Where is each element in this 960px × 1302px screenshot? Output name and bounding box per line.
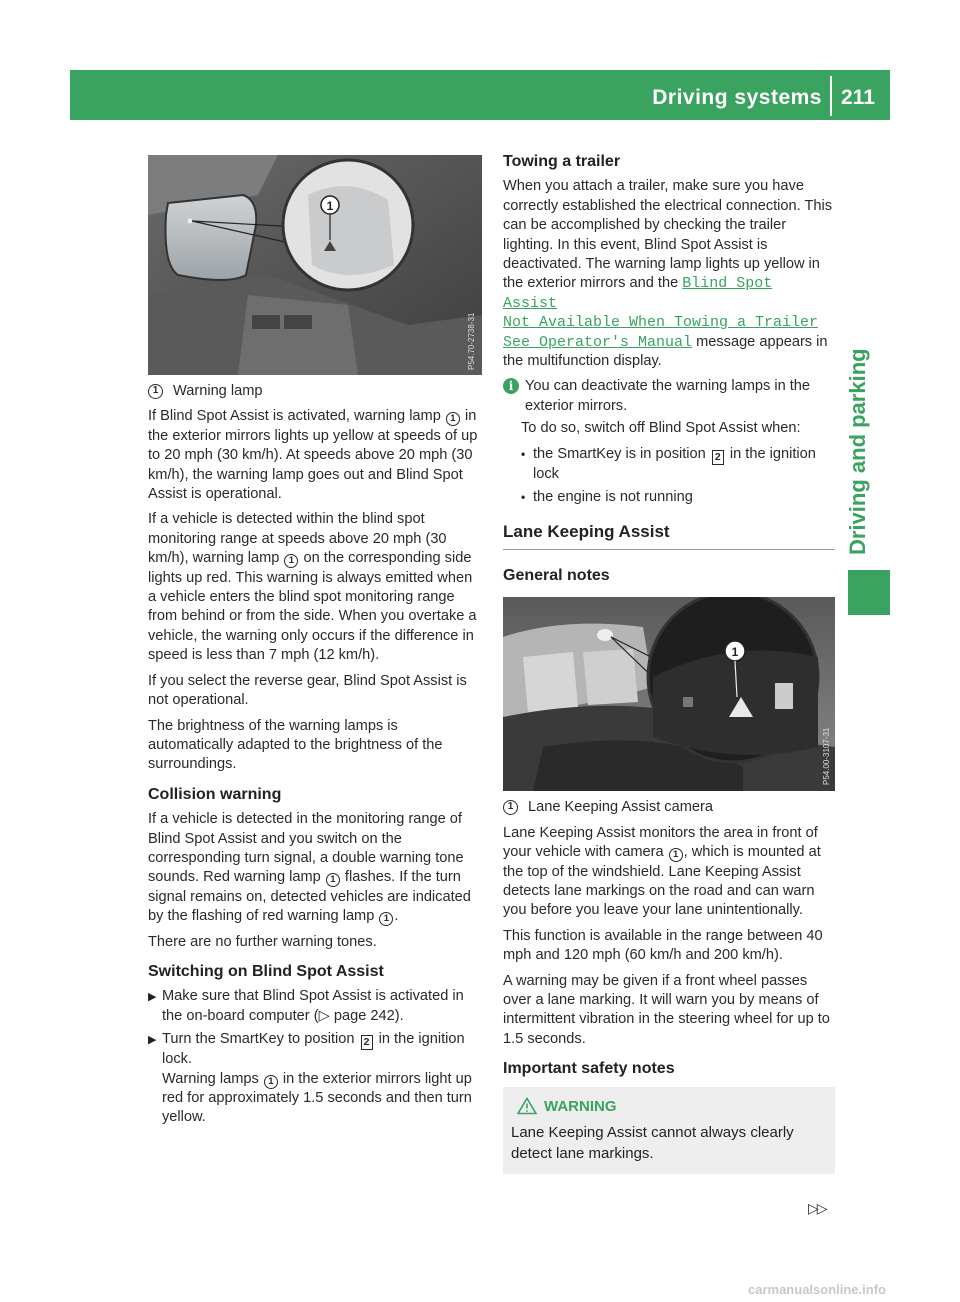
- bullet-icon: •: [521, 446, 526, 461]
- page-reference-link[interactable]: page 242: [333, 1007, 395, 1024]
- list-item: • the SmartKey is in position 2 in the ignition lock: [521, 445, 835, 484]
- figure2-code: P54.00-3107-31: [822, 727, 831, 786]
- display-message: See Operator's Manual: [503, 333, 693, 351]
- step-arrow-icon: ▶: [148, 1034, 157, 1047]
- heading-towing: Towing a trailer: [503, 153, 621, 170]
- key-position-icon: 2: [712, 450, 724, 465]
- page-ref-arrow-icon: ▷: [318, 1007, 330, 1024]
- paragraph: This function is available in the range between 40 mph and 120 mph (60 km/h and 200 km/h).: [503, 927, 823, 964]
- paragraph: When you attach a trailer, make sure you have correctly established the electrical connection. This can be accomplished by checking the trailer lighting. In this event, Blind Spot Assist is deactivated. The warning lamp lights up yellow in the exterior mirrors and the Blind Spot Assist Not Available When Towing a Trailer See Operator's Manual message appears in the multifunction display.: [503, 178, 833, 370]
- footer-watermark: carmanualsonline.info: [748, 1282, 886, 1297]
- step-arrow-icon: ▶: [148, 991, 157, 1004]
- info-note: i You can deactivate the warning lamps in the exterior mirrors.: [503, 377, 835, 416]
- info-icon: i: [503, 378, 519, 394]
- camera-figure: [503, 597, 835, 791]
- header-separator: [830, 76, 832, 116]
- figure2-caption: 1 Lane Keeping Assist camera: [503, 798, 835, 817]
- figure1-caption: 1 Warning lamp: [148, 382, 482, 401]
- mirror-figure: [148, 155, 482, 375]
- paragraph: There are no further warning tones.: [148, 933, 377, 950]
- step-item: ▶ Make sure that Blind Spot Assist is activated in the on-board computer (▷ page 242).: [148, 987, 482, 1026]
- paragraph: The brightness of the warning lamps is automatically adapted to the brightness of the surroundings.: [148, 717, 443, 773]
- warning-header: WARNING: [517, 1097, 827, 1116]
- display-message: Blind Spot Assist: [503, 275, 773, 312]
- paragraph: Lane Keeping Assist monitors the area in front of your vehicle with camera 1 , which is mounted at the top of the windshield. Lane Keeping Assist detects lane markings on the road and can warn you before you leave your lane unintentionally.: [503, 824, 821, 919]
- paragraph: If a vehicle is detected within the blind spot monitoring range at speeds above 20 mph (30 km/h), warning lamp 1 on the corresponding side lights up red. This warning is always emitted when a vehicle enters the blind spot monitoring range from behind or from the side. When you overtake a vehicle, the warning only occurs if the difference in speed is less than 7 mph (12 km/h).: [148, 511, 477, 664]
- callout-1-icon: 1: [669, 848, 683, 862]
- callout-1-icon: 1: [379, 912, 393, 926]
- camera-illustration: [503, 597, 835, 791]
- heading-switching-on: Switching on Blind Spot Assist: [148, 962, 384, 980]
- heading-collision-warning: Collision warning: [148, 785, 282, 803]
- callout-1-icon: 1: [503, 800, 518, 815]
- key-position-icon: 2: [361, 1035, 373, 1050]
- step-item: ▶ Turn the SmartKey to position 2 in the ignition lock. Warning lamps 1 in the exterior mirrors light up red for approximately 1.5 seconds and then turn yellow.: [148, 1030, 482, 1128]
- section-heading-lka: Lane Keeping Assist: [503, 522, 835, 550]
- callout-1-icon: 1: [284, 554, 298, 568]
- paragraph: To do so, switch off Blind Spot Assist when:: [521, 420, 801, 437]
- paragraph: If you select the reverse gear, Blind Spot Assist is not operational.: [148, 672, 467, 709]
- figure1-callout: 1: [326, 199, 334, 213]
- continue-arrows-icon: ▷▷: [808, 1200, 826, 1216]
- side-tab-label: Driving and parking: [845, 348, 870, 555]
- callout-1-icon: 1: [326, 873, 340, 887]
- paragraph: If a vehicle is detected in the monitoring range of Blind Spot Assist and you switch on the corresponding turn signal, a double warning tone sounds. Red warning lamp 1 flashes. If the turn signal remains on, detected vehicles are indicated by the flashing of red warning lamp 1 .: [148, 811, 471, 925]
- mirror-illustration: [148, 155, 482, 375]
- bullet-icon: •: [521, 490, 526, 505]
- warning-text: Lane Keeping Assist cannot always clearly detect lane markings.: [511, 1124, 794, 1162]
- left-column: [148, 155, 482, 1132]
- callout-1-icon: 1: [446, 412, 460, 426]
- warning-box: [503, 1087, 835, 1174]
- heading-safety-notes: Important safety notes: [503, 1060, 675, 1078]
- warning-triangle-icon: [517, 1097, 537, 1115]
- figure2-callout: 1: [731, 645, 739, 660]
- callout-1-icon: 1: [264, 1075, 278, 1089]
- side-tab-block: [848, 570, 890, 615]
- list-item: • the engine is not running: [521, 488, 835, 507]
- paragraph: If Blind Spot Assist is activated, warning lamp 1 in the exterior mirrors lights up yellow at speeds of up to 20 mph (30 km/h). At speeds above 20 mph (30 km/h), the warning lamp goes out and Blind Spot Assist is operational.: [148, 408, 478, 503]
- chapter-title: Driving systems: [652, 86, 822, 109]
- figure1-code: P54.70-2738-31: [467, 312, 476, 370]
- right-column: [503, 152, 835, 1174]
- display-message: Not Available When Towing a Trailer: [503, 314, 819, 332]
- paragraph: A warning may be given if a front wheel passes over a lane marking. It will warn you by means of intermittent vibration in the steering wheel for up to 1.5 seconds.: [503, 972, 830, 1047]
- callout-1-icon: 1: [148, 384, 163, 399]
- page-number: 211: [841, 86, 875, 109]
- heading-general-notes: General notes: [503, 566, 610, 584]
